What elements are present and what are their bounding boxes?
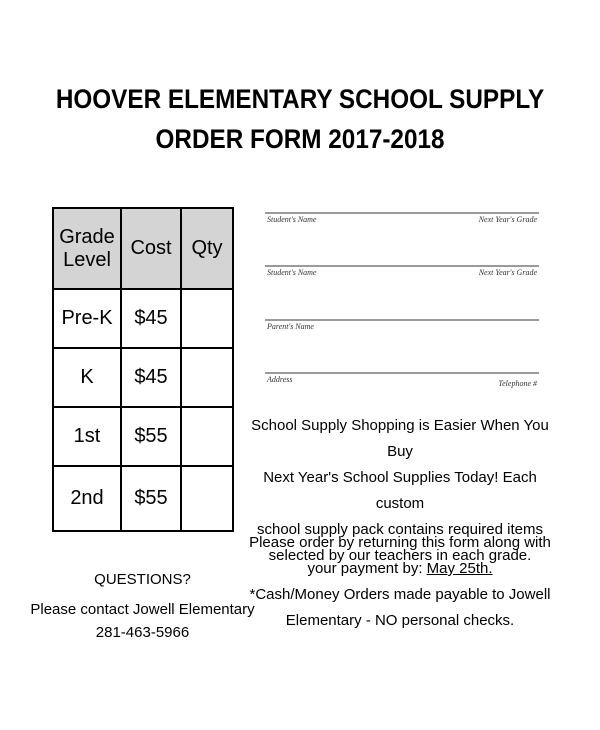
student-name-field-1[interactable] [265,212,539,224]
table-row [53,348,233,407]
grade-level-header: Grade Level [53,208,121,289]
parent-name-field[interactable] [265,319,539,331]
questions-phone: 281-463-5966 [95,624,190,641]
table-header-row [53,208,233,289]
grade-cell: K [53,348,121,407]
next-year-grade-label: Next Year's Grade [478,215,537,224]
grade-cell: 2nd [53,466,121,531]
cost-header: Cost [121,208,181,289]
parents-name-label: Parent's Name [267,322,314,331]
cost-cell: $55 [121,466,181,531]
next-year-grade-label: Next Year's Grade [478,268,537,277]
order-deadline-info: Please order by returning this form along with your payment by: May 25th. [249,534,551,577]
student-name-field-2[interactable] [265,265,539,277]
qty-cell[interactable] [181,407,233,466]
table-row [53,289,233,348]
address-telephone-field[interactable] [265,372,539,388]
questions-contact: Please contact Jowell Elementary [30,601,255,618]
deadline-date: May 25th. [426,560,493,577]
qty-header: Qty [181,208,233,289]
form-title-line2: ORDER FORM 2017-2018 [155,124,445,154]
questions-heading: QUESTIONS? [94,571,191,588]
qty-cell[interactable] [181,348,233,407]
qty-cell[interactable] [181,466,233,531]
table-row [53,407,233,466]
students-name-label: Student's Name [267,215,317,224]
payment-info: *Cash/Money Orders made payable to Jowell Elementary - NO personal checks. [249,586,551,629]
cost-cell: $45 [121,348,181,407]
qty-cell[interactable] [181,289,233,348]
grade-cost-table [52,207,234,532]
students-name-label: Student's Name [267,268,317,277]
telephone-label: Telephone # [498,379,537,388]
form-title-line1: HOOVER ELEMENTARY SCHOOL SUPPLY [55,84,545,114]
shopping-info: School Supply Shopping is Easier When You Buy Next Year's School Supplies Today! Each custom school supply pack contains required items selected by our teachers in each grade. [251,417,549,564]
cost-cell: $45 [121,289,181,348]
grade-cell: Pre-K [53,289,121,348]
table-row [53,466,233,531]
cost-cell: $55 [121,407,181,466]
address-label: Address [267,375,293,384]
grade-cell: 1st [53,407,121,466]
